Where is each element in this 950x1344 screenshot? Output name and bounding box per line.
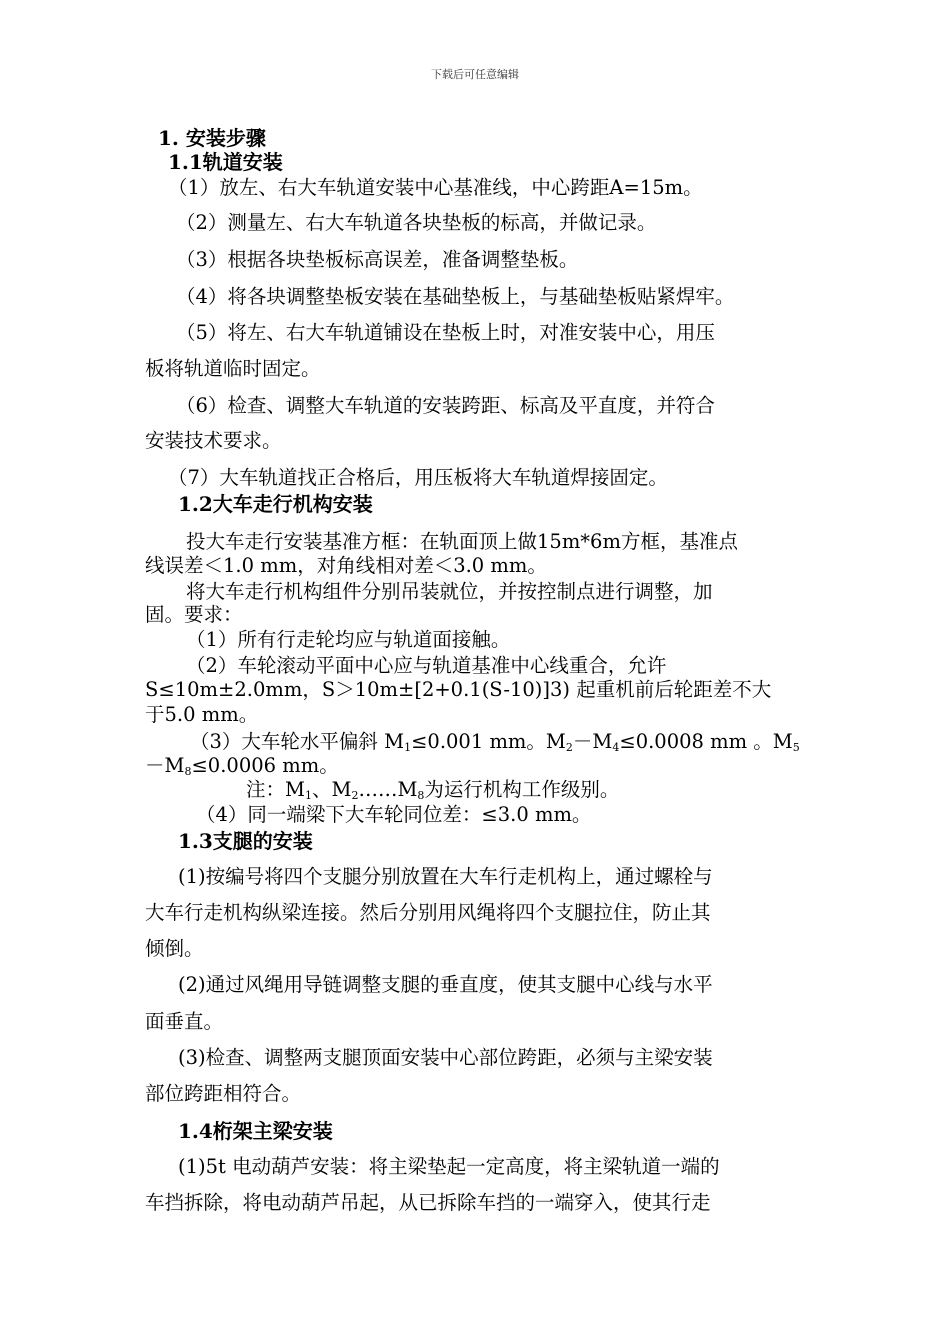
section-heading-1-3: 1.3支腿的安装	[178, 829, 313, 853]
paragraph: （2）车轮滚动平面中心应与轨道基准中心线重合，允许	[186, 654, 667, 677]
paragraph: 安装技术要求。	[145, 429, 282, 452]
paragraph: 将大车走行机构组件分别吊装就位，并按控制点进行调整，加	[186, 580, 713, 603]
section-heading-1-2: 1.2大车走行机构安装	[178, 492, 373, 516]
paragraph: 面垂直。	[145, 1010, 224, 1033]
paragraph: 板将轨道临时固定。	[145, 357, 321, 380]
section-heading-1: 1. 安装步骤	[158, 126, 266, 150]
paragraph: 于5.0 mm。	[145, 703, 259, 726]
paragraph: （5）将左、右大车轨道铺设在垫板上时，对准安装中心，用压	[176, 321, 715, 344]
paragraph: (2)通过风绳用导链调整支腿的垂直度，使其支腿中心线与水平	[178, 973, 713, 996]
paragraph: （4）将各块调整垫板安装在基础垫板上，与基础垫板贴紧焊牢。	[176, 285, 735, 308]
note: 注：$M_1$、$M_2\dots\dots M_8$为运行机构工作级别。	[246, 778, 620, 802]
paragraph: （3）大车轮水平偏斜 $M_1\le 0.001$ mm。$M_2-M_4\le 0.0008$ mm 。$M_5$	[190, 730, 800, 754]
section-heading-1-4: 1.4桁架主梁安装	[178, 1119, 333, 1143]
paragraph: （1）放左、右大车轨道安装中心基准线，中心跨距A=15m。	[168, 176, 703, 199]
paragraph: （1）所有行走轮均应与轨道面接触。	[186, 628, 511, 651]
paragraph: （4）同一端梁下大车轮同位差：≤3.0 mm。	[196, 803, 592, 826]
paragraph: （7）大车轨道找正合格后，用压板将大车轨道焊接固定。	[168, 466, 668, 489]
page-header: 下载后可任意编辑	[431, 68, 519, 81]
paragraph: S≤10m±2.0mm，S＞10m±[2+0.1(S-10)]3) 起重机前后轮距差不大	[145, 678, 772, 701]
section-heading-1-1: 1.1轨道安装	[168, 150, 283, 174]
paragraph: 大车行走机构纵梁连接。然后分别用风绳将四个支腿拉住，防止其	[145, 901, 711, 924]
paragraph: 线误差＜1.0 mm，对角线相对差＜3.0 mm。	[145, 554, 547, 577]
paragraph: （6）检查、调整大车轨道的安装跨距、标高及平直度，并符合	[176, 394, 715, 417]
paragraph: (1)按编号将四个支腿分别放置在大车行走机构上，通过螺栓与	[178, 865, 713, 888]
paragraph: 投大车走行安装基准方框：在轨面顶上做15m*6m方框，基准点	[186, 530, 738, 553]
paragraph: (3)检查、调整两支腿顶面安装中心部位跨距，必须与主梁安装	[178, 1046, 713, 1069]
paragraph: 部位跨距相符合。	[145, 1082, 302, 1105]
paragraph: （3）根据各块垫板标高误差，准备调整垫板。	[176, 248, 579, 271]
paragraph: （2）测量左、右大车轨道各块垫板的标高，并做记录。	[176, 211, 657, 234]
paragraph: 固。要求：	[145, 603, 243, 626]
paragraph: 倾倒。	[145, 937, 204, 960]
paragraph: $-M_8\le 0.0006$ mm。	[145, 754, 339, 778]
paragraph: (1)5t 电动葫芦安装：将主梁垫起一定高度，将主梁轨道一端的	[178, 1155, 720, 1178]
paragraph: 车挡拆除，将电动葫芦吊起，从已拆除车挡的一端穿入，使其行走	[145, 1191, 711, 1214]
